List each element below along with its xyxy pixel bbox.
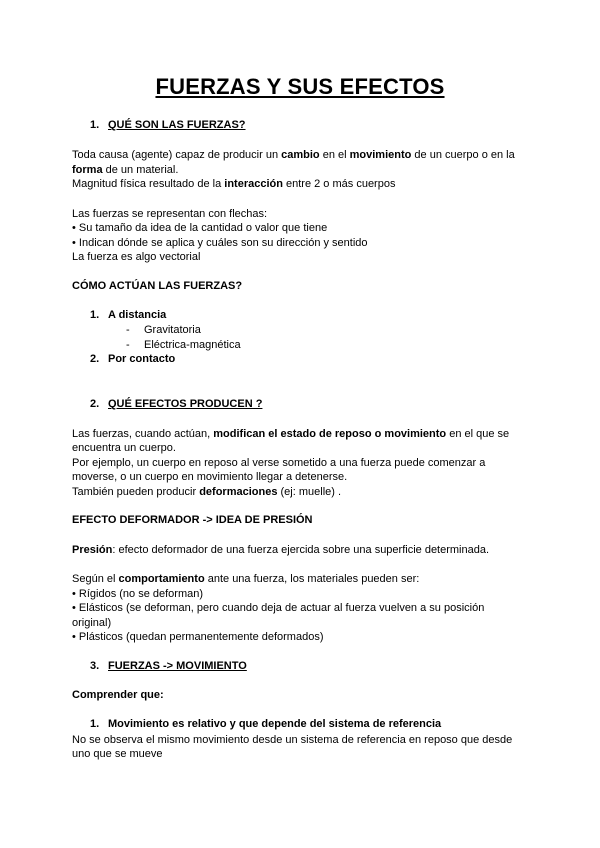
deformations-line: También pueden producir deformaciones (ej: muelle) . <box>72 486 342 498</box>
representation-line: Las fuerzas se representan con flechas: <box>72 208 268 220</box>
section-3-number: 3. <box>90 660 100 672</box>
list-number: 1. <box>90 309 100 321</box>
definition-line-2: forma de un material. <box>72 164 179 176</box>
section-2-heading: QUÉ EFECTOS PRODUCEN ? <box>108 398 263 410</box>
page-title: FUERZAS Y SUS EFECTOS <box>155 74 445 99</box>
effects-line-2: encuentra un cuerpo. <box>72 442 176 454</box>
comprender-heading: Comprender que: <box>72 689 164 701</box>
definition-line-1: Toda causa (agente) capaz de producir un cambio en el movimiento de un cuerpo o en la <box>72 149 515 161</box>
dash-marker: - <box>126 324 130 336</box>
example-line-1: Por ejemplo, un cuerpo en reposo al verse sometido a una fuerza puede comenzar a <box>72 457 486 469</box>
effects-line-1: Las fuerzas, cuando actúan, modifican el estado de reposo o movimiento en el que se <box>72 428 510 440</box>
section-1-number: 1. <box>90 119 100 131</box>
vector-line: La fuerza es algo vectorial <box>72 251 201 263</box>
sub-item-electrica: Eléctrica-magnética <box>144 339 241 351</box>
list-number: 1. <box>90 718 100 730</box>
list-item-por-contacto: Por contacto <box>108 353 176 365</box>
sub-item-gravitatoria: Gravitatoria <box>144 324 201 336</box>
bullet-item: • Indican dónde se aplica y cuáles son su dirección y sentido <box>72 237 368 249</box>
section-2-number: 2. <box>90 398 100 410</box>
dash-marker: - <box>126 339 130 351</box>
list-item-movimiento-relativo: Movimiento es relativo y que depende del sistema de referencia <box>108 718 442 730</box>
list-number: 2. <box>90 353 100 365</box>
material-bullet-cont: original) <box>72 617 112 629</box>
comportamiento-line: Según el comportamiento ante una fuerza, los materiales pueden ser: <box>72 573 420 585</box>
section-1-heading: QUÉ SON LAS FUERZAS? <box>108 119 246 131</box>
example-line-2: moverse, o un cuerpo en movimiento llegar a detenerse. <box>72 471 348 483</box>
como-actuan-heading: CÓMO ACTÚAN LAS FUERZAS? <box>72 280 243 292</box>
presion-definition: Presión: efecto deformador de una fuerza ejercida sobre una superficie determinada. <box>72 544 490 556</box>
bullet-item: • Su tamaño da idea de la cantidad o valor que tiene <box>72 222 328 234</box>
reference-line-1: No se observa el mismo movimiento desde un sistema de referencia en reposo que desde <box>72 734 513 746</box>
material-bullet: • Plásticos (quedan permanentemente deformados) <box>72 631 324 643</box>
reference-line-2: uno que se mueve <box>72 748 163 760</box>
section-3-heading: FUERZAS -> MOVIMIENTO <box>108 660 247 672</box>
list-item-a-distancia: A distancia <box>108 309 167 321</box>
efecto-deformador-heading: EFECTO DEFORMADOR -> IDEA DE PRESIÓN <box>72 514 313 526</box>
material-bullet: • Rígidos (no se deforman) <box>72 588 204 600</box>
material-bullet: • Elásticos (se deforman, pero cuando deja de actuar al fuerza vuelven a su posición <box>72 602 485 614</box>
magnitude-line: Magnitud física resultado de la interacción entre 2 o más cuerpos <box>72 178 396 190</box>
